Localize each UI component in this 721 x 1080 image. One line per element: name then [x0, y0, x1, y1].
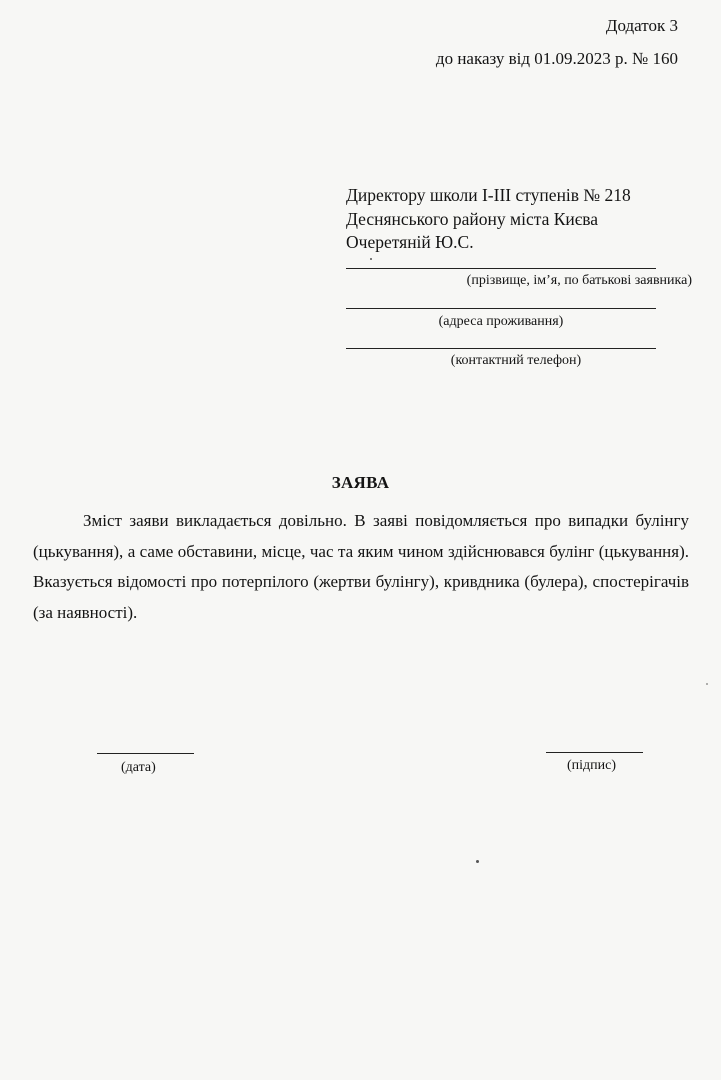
- scan-speck: [370, 258, 372, 260]
- document-title: ЗАЯВА: [331, 473, 390, 492]
- document-body: Зміст заяви викладається довільно. В заяві повідомляється про випадки булінгу (цькування), а саме обставини, місце, час та яким чином здійснювався булінг (цькування). Вказується відомості про потерпілого (жертви булінгу), кривдника (булера), спостерігачів (за наявності).: [33, 511, 689, 622]
- applicant-phone-line: [346, 348, 656, 349]
- signature-caption: (підпис): [567, 758, 617, 773]
- scan-speck: [706, 683, 708, 685]
- applicant-name-line: [346, 268, 656, 269]
- applicant-address-caption: (адреса проживання): [438, 314, 564, 329]
- scan-speck: [476, 860, 479, 863]
- date-caption: (дата): [121, 760, 156, 775]
- appendix-label: Додаток 3: [605, 16, 678, 35]
- addressee-block: [346, 184, 631, 255]
- date-line: [97, 753, 194, 754]
- signature-line: [546, 752, 643, 753]
- applicant-address-line: [346, 308, 656, 309]
- addressee-line-2: Деснянського району міста Києва: [346, 208, 599, 229]
- addressee-line-1: Директору школи І-ІІІ ступенів № 218: [346, 185, 631, 205]
- applicant-name-caption: (прізвище, ім’я, по батькові заявника): [466, 273, 692, 288]
- addressee-line-3: Очеретяній Ю.С.: [346, 232, 474, 252]
- order-reference: до наказу від 01.09.2023 р. № 160: [435, 49, 678, 68]
- applicant-phone-caption: (контактний телефон): [450, 353, 582, 368]
